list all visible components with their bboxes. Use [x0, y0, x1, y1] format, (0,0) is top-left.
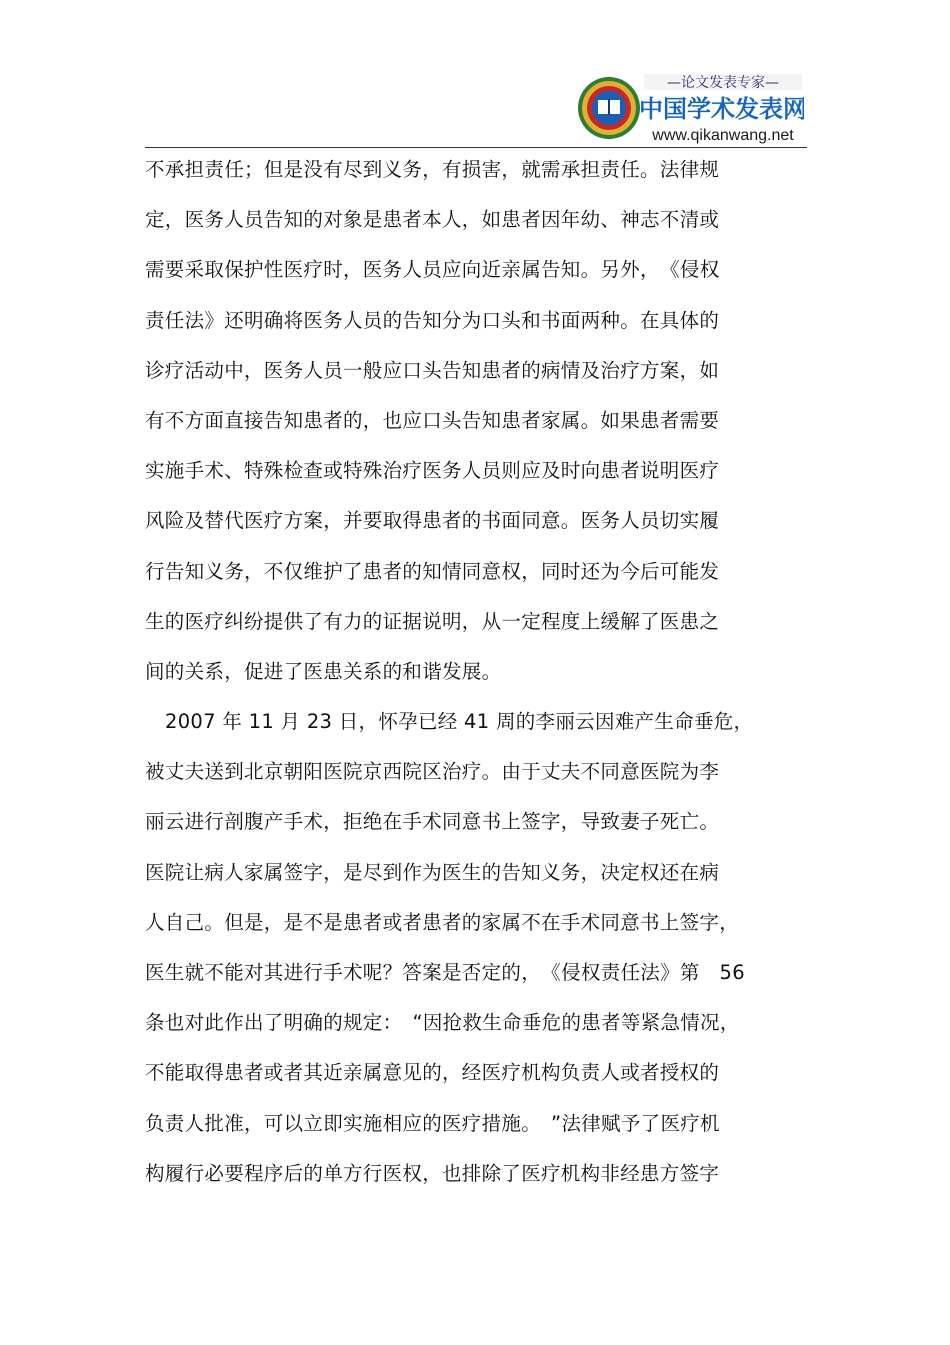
body-text [145, 152, 805, 1206]
text-line: 定，医务人员告知的对象是患者本人，如患者因年幼、神志不清或 [145, 208, 720, 232]
text-line: 构履行必要程序后的单方行医权，也排除了医疗机构非经患方签字 [145, 1161, 720, 1185]
text-line: 诊疗活动中，医务人员一般应口头告知患者的病情及治疗方案，如 [145, 358, 720, 382]
text-line: 负责人批准，可以立即实施相应的医疗措施。 ”法律赋予了医疗机 [145, 1111, 720, 1135]
paragraph-first-line: 2007 年 11 月 23 日，怀孕已经 41 周的李丽云因难产生命垂危， [165, 710, 754, 734]
header-logo [576, 70, 804, 146]
logo-emblem [576, 70, 642, 146]
text-line: 生的医疗纠纷提供了有力的证据说明，从一定程度上缓解了医患之 [145, 609, 720, 633]
text-line: 丽云进行剖腹产手术，拒绝在手术同意书上签字，导致妻子死亡。 [145, 810, 720, 834]
text-line: 不承担责任；但是没有尽到义务，有损害，就需承担责任。法律规 [145, 158, 720, 181]
text-line: 行告知义务，不仅维护了患者的知情同意权，同时还为今后可能发 [145, 559, 720, 583]
text-line: 实施手术、特殊检查或特殊治疗医务人员则应及时向患者说明医疗 [145, 459, 720, 483]
logo-graphic [576, 70, 804, 146]
text-line: 责任法》还明确将医务人员的告知分为口头和书面两种。在具体的 [145, 308, 720, 332]
text-line: 间的关系，促进了医患关系的和谐发展。 [145, 659, 502, 683]
text-line: 有不方面直接告知患者的，也应口头告知患者家属。如果患者需要 [145, 408, 720, 432]
text-line: 条也对此作出了明确的规定： “因抢救生命垂危的患者等紧急情况， [145, 1011, 740, 1035]
logo-brand: 中国学术发表网 [639, 95, 804, 123]
text-line: 人自己。但是，是不是患者或者患者的家属不在手术同意书上签字， [145, 910, 740, 934]
text-line: 医生就不能对其进行手术呢？答案是否定的， 《侵权责任法》第 56 [145, 961, 745, 984]
text-line: 风险及替代医疗方案，并要取得患者的书面同意。医务人员切实履 [145, 509, 720, 533]
text-line: 需要采取保护性医疗时，医务人员应向近亲属告知。另外， 《侵权 [145, 258, 720, 282]
text-line: 被丈夫送到北京朝阳医院京西院区治疗。由于丈夫不同意医院为李 [145, 760, 720, 784]
logo-url: www.qikanwang.net [652, 127, 794, 144]
text-line: 不能取得患者或者其近亲属意见的，经医疗机构负责人或者授权的 [145, 1061, 720, 1085]
logo-tagline: —论文发表专家— [667, 75, 779, 91]
text-line: 医院让病人家属签字，是尽到作为医生的告知义务，决定权还在病 [145, 860, 720, 884]
header-divider [145, 147, 807, 148]
